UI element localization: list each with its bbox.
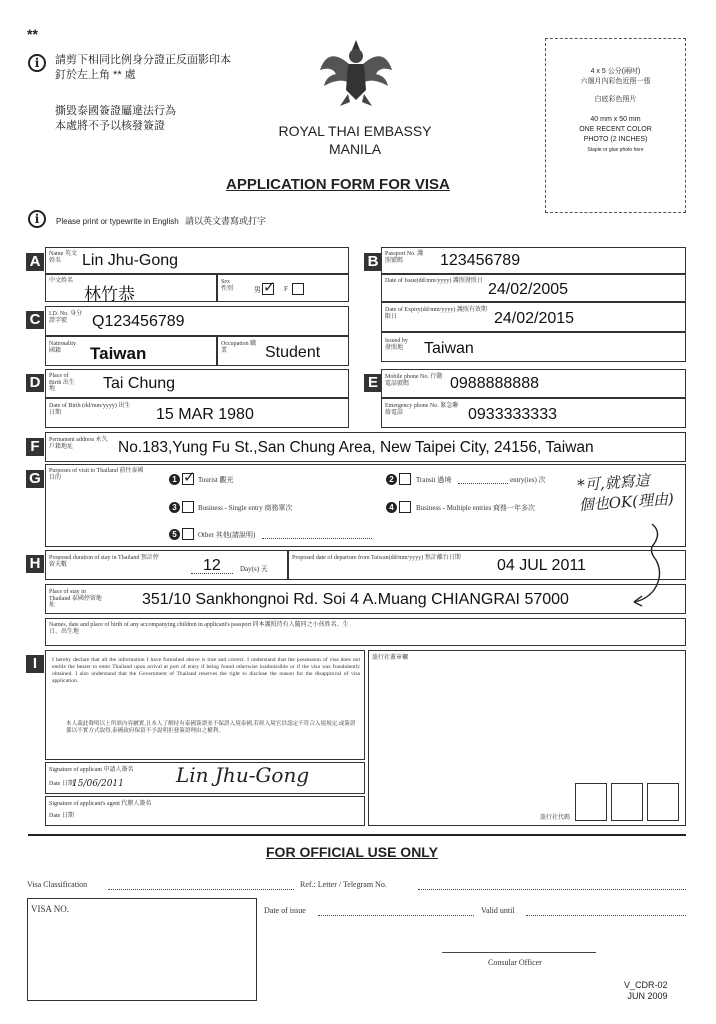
visa-no-box[interactable]: VISA NO. (27, 898, 257, 1001)
signature-field[interactable]: Signature of applicant 申請人簽名 Date 日期 15/06/2011 Lin Jhu-Gong (45, 762, 365, 794)
accompanying-children-field[interactable]: Names, date and place of birth of any accompanying children in applicant's passport 同本護照持有人隨同之小孩姓名、生日、出生地 (45, 618, 686, 646)
section-h-tag: H (26, 555, 44, 573)
section-a-tag: A (26, 253, 44, 271)
agent-code-box-1[interactable] (575, 783, 607, 821)
agent-code-box-3[interactable] (647, 783, 679, 821)
business-single-checkbox[interactable] (182, 501, 194, 513)
info-icon: i (28, 210, 46, 228)
id-copy-note: 請剪下相同比例身分證正反面影印本 釘於左上角 ** 處 (55, 54, 231, 81)
official-use-title: FOR OFFICIAL USE ONLY (266, 844, 438, 860)
official-divider (28, 834, 686, 836)
sex-female-checkbox[interactable] (292, 283, 304, 295)
print-instruction: Please print or typewrite in English 請以英文書寫或打字 (56, 216, 266, 226)
issued-by-field[interactable]: Issued by 發照地 Taiwan (381, 332, 686, 362)
emergency-field[interactable]: Emergency phone No. 緊急聯絡電話 0933333333 (381, 398, 686, 428)
id-no-field[interactable]: I.D. No. 身分證字號 Q123456789 (45, 306, 349, 336)
option-5-number: 5 (169, 529, 180, 540)
issue-date-field[interactable]: Date of Issue(dd/mm/yyyy) 護照發照日 24/02/2005 (381, 274, 686, 302)
info-icon: i (28, 54, 46, 72)
option-3-number: 3 (169, 502, 180, 513)
other-reason-line (262, 538, 372, 539)
transit-checkbox[interactable] (399, 473, 411, 485)
ref-letter-line[interactable] (418, 889, 686, 890)
tourist-checkbox[interactable]: ✓ (183, 469, 196, 486)
consular-signature-line[interactable] (442, 952, 596, 953)
expiry-date-field[interactable]: Date of Expiry(dd/mm/yyyy) 護照有效期限日 24/02/2015 (381, 302, 686, 332)
option-2-number: 2 (386, 474, 397, 485)
nationality-field[interactable]: Nationality 國籍 Taiwan (45, 336, 217, 366)
stars-marker: ** (27, 26, 38, 42)
visa-class-line[interactable] (108, 889, 294, 890)
sex-male-checkbox[interactable]: ✓ (263, 279, 276, 296)
section-c-tag: C (26, 311, 44, 329)
duration-field[interactable]: Proposed duration of stay in Thailand 預計停留天數 12 Day(s) 天 (45, 550, 288, 580)
form-code: V_CDR-02 JUN 2009 (624, 980, 668, 1001)
tear-warning: 撕毀泰國簽證屬違法行為 本處將不予以核發簽證 (55, 105, 176, 132)
sex-field: Sex 性別 男 ✓ F (217, 274, 349, 302)
valid-until-line[interactable] (526, 915, 686, 916)
birthplace-field[interactable]: Place of Birth 出生地 Tai Chung (45, 369, 349, 398)
transit-entries-line (458, 483, 508, 484)
declaration-box: I hereby declare that all the information I have furnished above is true and correct. I understand that the possession of visa does not entitle the bearer to enter Thailand upon arrival at port of entry if being found otherwise inadmissible or if the visa was fraudulently obtained. I also understand that the Government of Thailand reserves the right to disclose the reason for the disapproval of visa application. 本人茲此聲明以上所填內容屬實,且本人了解持有泰國簽證並不保證入境泰國,若經入境官員認定不符合入境規定,或簽證係以不實方式取得,泰國政府保留不予說明拒發簽證理由之權利。 (45, 650, 365, 760)
dob-field[interactable]: Date of Birth (dd/mm/yyyy) 出生日期 15 MAR 1980 (45, 398, 349, 428)
section-e-tag: E (364, 374, 382, 392)
date-of-issue-line[interactable] (318, 915, 474, 916)
embassy-name: ROYAL THAI EMBASSY MANILA (278, 123, 432, 157)
purpose-of-visit-box: Purposes of visit to Thailand 前往泰國目的 (45, 464, 686, 547)
handwritten-note: *可,就寫這 個也OK(理由) (576, 471, 675, 515)
business-multiple-checkbox[interactable] (399, 501, 411, 513)
chinese-name-field[interactable]: 中文姓名 林竹恭 (45, 274, 217, 302)
agent-code-box-2[interactable] (611, 783, 643, 821)
section-d-tag: D (26, 374, 44, 392)
section-b-tag: B (364, 253, 382, 271)
agency-stamp-box: 旅行社蓋章欄 旅行社代碼 (368, 650, 686, 826)
photo-box: 4 x 5 公分(兩吋) 六個月內彩色近照一張 白底彩色照片 40 mm x 50 mm ONE RECENT COLOR PHOTO (2 INCHES) Staple or glue photo here (545, 38, 686, 213)
form-title: APPLICATION FORM FOR VISA (226, 176, 450, 193)
departure-date-field[interactable]: Proposed date of departure from Taiwan(dd/mm/yyyy) 預計離台日期 04 JUL 2011 (288, 550, 686, 580)
occupation-field[interactable]: Occupation 職業 Student (217, 336, 349, 366)
permanent-address-field[interactable]: Permanent address 永久戶籍地址 No.183,Yung Fu St.,San Chung Area, New Taipei City, 24156, Taiwan (45, 432, 686, 462)
name-field[interactable]: Name 英文姓名 Lin Jhu-Gong (45, 247, 349, 274)
place-of-stay-field[interactable]: Place of stay in Thailand 泰國停留地址 351/10 Sankhongnoi Rd. Soi 4 A.Muang CHIANGRAI 57000 (45, 584, 686, 614)
agent-signature-field[interactable]: Signature of applicant's agent 代辦人簽名 Date 日期 (45, 796, 365, 826)
other-checkbox[interactable] (182, 528, 194, 540)
mobile-field[interactable]: Mobile phone No. 行動電話號碼 0988888888 (381, 369, 686, 398)
option-4-number: 4 (386, 502, 397, 513)
option-1-number: 1 (169, 474, 180, 485)
section-g-tag: G (26, 470, 44, 488)
passport-no-field[interactable]: Passport No. 護照號碼 123456789 (381, 247, 686, 274)
garuda-emblem-icon (318, 36, 394, 108)
section-f-tag: F (26, 438, 44, 456)
section-i-tag: I (26, 655, 44, 673)
